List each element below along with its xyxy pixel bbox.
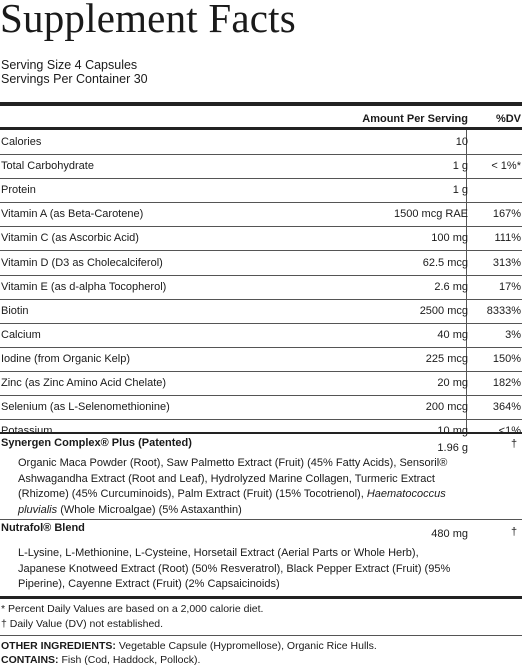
- nutrient-amount: 40 mg: [437, 328, 468, 341]
- blend-amount-synergen: 1.96 g: [437, 442, 468, 454]
- rule-before-blends: [0, 432, 522, 434]
- nutrient-amount: 2500 mcg: [419, 304, 468, 317]
- nutrient-amount: 200 mcg: [425, 401, 468, 414]
- serving-size: Serving Size 4 Capsules: [1, 58, 138, 72]
- nutrient-amount: 2.6 mg: [434, 280, 468, 293]
- blend-name-synergen: Synergen Complex® Plus (Patented): [1, 437, 192, 449]
- nutrient-dv: 3%: [505, 328, 521, 341]
- blend-divider: [0, 519, 522, 520]
- nutrient-amount: 1 g: [452, 160, 468, 173]
- panel-title: Supplement Facts: [0, 0, 296, 41]
- nutrient-amount: 10: [455, 136, 468, 148]
- nutrient-label: Biotin: [1, 304, 29, 317]
- nutrient-label: Calcium: [1, 328, 41, 341]
- nutrient-label: Total Carbohydrate: [1, 160, 94, 173]
- nutrient-row: [0, 130, 522, 155]
- blend-ingredients-synergen: [18, 456, 458, 518]
- nutrient-amount: 1500 mcg RAE: [394, 208, 468, 221]
- nutrient-dv: 167%: [492, 208, 521, 221]
- other-ingredients: [1, 640, 377, 652]
- nutrient-row: [0, 251, 522, 276]
- nutrient-amount: 225 mcg: [425, 352, 468, 365]
- nutrient-dv: 182%: [492, 377, 521, 389]
- nutrient-row: [0, 154, 522, 179]
- nutrient-amount: 100 mg: [431, 232, 468, 245]
- nutrient-label: Vitamin A (as Beta-Carotene): [1, 208, 144, 221]
- nutrient-label: Protein: [1, 184, 36, 197]
- nutrient-row: [0, 395, 522, 420]
- contains-label: CONTAINS:: [1, 654, 59, 666]
- nutrient-dv: 313%: [492, 256, 521, 269]
- ingredients-text: Organic Maca Powder (Root), Saw Palmetto Extract (Fruit) (45% Fatty Acids), Sensoril® Ashwagandha Extract (Root and Leaf), Hydrolyzed Marine Collagen, Turmeric Extract (Rhizome) (45% Curcuminoids), Palm Extract (Fruit) (15% Tocotrienol),: [18, 457, 448, 500]
- nutrient-label: Calories: [1, 136, 42, 148]
- nutrient-row: [0, 275, 522, 300]
- ingredients-italic: Haematococcus pluvialis: [18, 488, 446, 516]
- blend-name-nutrafol: Nutrafol® Blend: [1, 522, 85, 534]
- nutrient-dv: 17%: [498, 280, 521, 293]
- footnote-dv-basis: * Percent Daily Values are based on a 2,000 calorie diet.: [1, 603, 264, 615]
- nutrient-row: [0, 323, 522, 348]
- nutrient-dv: 150%: [492, 352, 521, 365]
- nutrient-dv: < 1%*: [491, 160, 521, 173]
- amount-header: Amount Per Serving: [362, 113, 468, 125]
- nutrient-amount: 20 mg: [437, 377, 468, 389]
- nutrient-label: Vitamin C (as Ascorbic Acid): [1, 232, 139, 245]
- nutrient-row: [0, 226, 522, 251]
- nutrient-amount: 1 g: [452, 184, 468, 197]
- ingredients-text: (Whole Microalgae) (5% Astaxanthin): [57, 503, 242, 516]
- nutrient-row: [0, 178, 522, 203]
- contains-text: Fish (Cod, Haddock, Pollock).: [58, 654, 201, 666]
- blend-amount-nutrafol: 480 mg: [431, 528, 468, 540]
- nutrient-row: [0, 299, 522, 324]
- nutrient-label: Vitamin D (D3 as Cholecalciferol): [1, 256, 163, 269]
- nutrient-dv: 364%: [492, 401, 521, 414]
- footnote-dv-not-established: † Daily Value (DV) not established.: [1, 618, 164, 630]
- contains-allergens: [1, 654, 200, 666]
- servings-per-container: Servings Per Container 30: [1, 72, 148, 86]
- other-ingredients-label: OTHER INGREDIENTS:: [1, 640, 116, 652]
- footer-divider: [0, 635, 522, 636]
- nutrient-row: [0, 202, 522, 227]
- nutrient-row: [0, 347, 522, 372]
- nutrient-dv: 111%: [494, 232, 521, 245]
- blend-dv-nutrafol: †: [511, 526, 518, 538]
- nutrient-label: Zinc (as Zinc Amino Acid Chelate): [1, 377, 167, 389]
- blend-dv-synergen: †: [511, 438, 518, 450]
- nutrient-label: Vitamin E (as d-alpha Tocopherol): [1, 280, 167, 293]
- nutrient-dv: 8333%: [486, 304, 521, 317]
- nutrient-amount: 62.5 mcg: [422, 256, 468, 269]
- thick-rule-bottom: [0, 596, 522, 599]
- thick-rule-top: [0, 102, 522, 106]
- dv-header: %DV: [495, 113, 521, 125]
- blend-ingredients-nutrafol: L-Lysine, L-Methionine, L-Cysteine, Horsetail Extract (Aerial Parts or Whole Herb), Japanese Knotweed Extract (Root) (50% Resveratrol), Black Pepper Extract (Fruit) (95% Piperine), Cayenne Extract (Fruit) (2% Capsaicinoids): [18, 547, 451, 590]
- nutrient-label: Iodine (from Organic Kelp): [1, 352, 130, 365]
- other-ingredients-text: Vegetable Capsule (Hypromellose), Organic Rice Hulls.: [115, 640, 377, 652]
- nutrient-row: [0, 371, 522, 396]
- nutrient-label: Selenium (as L-Selenomethionine): [1, 401, 170, 414]
